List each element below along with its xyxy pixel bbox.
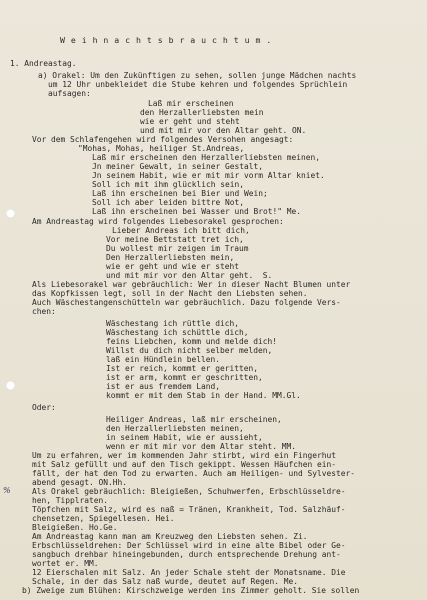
text-line: um 12 Uhr unbekleidet die Stube kehren und folgendes Sprüchlein xyxy=(48,80,348,89)
text-line: und mit mir vor den Altar geht. S. xyxy=(106,271,273,280)
text-line: abend gesagt. ON.Hh. xyxy=(32,478,128,487)
text-line: Laß mir erscheinen den Herzallerliebsten meinen, xyxy=(92,153,321,162)
text-line: Bleigießen. Ho.Ge. xyxy=(32,523,118,532)
text-line: Wäschestang ich rüttle dich, xyxy=(106,319,240,328)
text-line: chen: xyxy=(32,307,56,316)
text-line: Soll ich aber leiden bittre Not, xyxy=(92,198,245,207)
text-line: Laß ihn erscheinen bei Bier und Wein; xyxy=(92,189,268,198)
text-line: Willst du dich nicht selber melden, xyxy=(106,346,273,355)
text-line: Vor dem Schlafengehen wird folgendes Versohen angesagt: xyxy=(32,135,294,144)
text-line: ist er aus fremdem Land, xyxy=(106,382,221,391)
text-line: Vor meine Bettstatt tret ich, xyxy=(106,235,244,244)
text-line: wie er geht und wie er steht xyxy=(106,262,240,271)
text-line: wie er geht und steht xyxy=(140,117,240,126)
text-line: feins Liebchen, komm und melde dich! xyxy=(106,337,278,346)
text-line: den Herzallerliebsten meinen, xyxy=(106,424,244,433)
text-line: Auch Wäschestangenschütteln war gebräuchlich. Dazu folgende Vers- xyxy=(32,298,341,307)
text-line: sangbuch drehbar hineingebunden, durch entsprechende Drehung ant- xyxy=(32,550,341,559)
text-line: Töpfchen mit Salz, wird es naß = Tränen, Krankheit, Tod. Salzhäuf- xyxy=(32,505,346,514)
text-line: Erbschlüsseldrehen: Der Schlüssel wird in eine alte Bibel oder Ge- xyxy=(32,541,346,550)
text-line: hen, Tipplraten. xyxy=(32,496,109,505)
text-line: Schale, in der das Salz naß wurde, deutet auf Regen. Me. xyxy=(32,577,299,586)
text-line: Als Orakel gebräuchlich: Bleigießen, Schuhwerfen, Erbschlüsseldre- xyxy=(32,487,346,496)
text-line: Um zu erfahren, wer im kommenden Jahr stirbt, wird ein Fingerhut xyxy=(32,451,337,460)
text-line: und mit mir vor den Altar geht. ON. xyxy=(140,126,307,135)
text-line: Ist er reich, kommt er geritten, xyxy=(106,364,259,373)
punch-hole xyxy=(6,209,15,218)
text-line: wortet er. MM. xyxy=(32,559,99,568)
text-line: 12 Eierschalen mit Salz. An jeder Schale steht der Monatsname. Die xyxy=(32,568,346,577)
text-line: Laß mir erscheinen xyxy=(148,99,234,108)
text-line: Am Andreastag wird folgendes Liebesorakel gesprochen: xyxy=(32,217,284,226)
text-line: Den Herzallerliebsten mein, xyxy=(106,253,235,262)
text-line: "Mohas, Mohas, heiliger St.Andreas, xyxy=(78,144,245,153)
text-line: Am Andreastag kann man am Kreuzweg den Liebsten sehen. Zi. xyxy=(32,532,308,541)
punch-hole xyxy=(6,381,15,390)
text-line: fällt, der hat den Tod zu erwarten. Auch am Heiligen- und Sylvester- xyxy=(32,469,356,478)
text-line: in seinem Habit, wie er aussieht, xyxy=(106,433,263,442)
text-line: mit Salz gefüllt und auf den Tisch gekippt. Wessen Häufchen ein- xyxy=(32,460,337,469)
text-line: Heiliger Andreas, laß mir erscheinen, xyxy=(106,415,282,424)
text-line: laß ein Hündlein bellen. xyxy=(106,355,221,364)
text-line: aufsagen: xyxy=(48,89,91,98)
text-line: Wäschestang ich schüttle dich, xyxy=(106,328,249,337)
text-line: chensetzen, Spiegellesen. Hei. xyxy=(32,514,175,523)
text-line: Du wollest mir zeigen im Traum xyxy=(106,244,249,253)
text-line: wenn er mit mir vor dem Altar steht. MM. xyxy=(106,442,297,451)
text-line: 1. Andreastag. xyxy=(10,59,77,68)
margin-mark: % xyxy=(3,486,11,495)
text-line: Laß ihn erscheinen bei Wasser und Brot!" Me. xyxy=(92,207,302,216)
text-line: den Herzallerliebsten mein xyxy=(140,108,264,117)
text-line: b) Zweige zum Blühen: Kirschzweige werden ins Zimmer geholt. Sie sollen xyxy=(22,586,360,595)
text-line: ist er arm, kommt er geschritten, xyxy=(106,373,263,382)
text-line: Jn seinem Habit, wie er mit mir vorm Altar kniet. xyxy=(92,171,325,180)
text-line: Oder: xyxy=(32,403,56,412)
text-line: kommt er mit dem Stab in der Hand. MM.Gl. xyxy=(106,391,301,400)
text-line: a) Orakel: Um den Zukünftigen zu sehen, sollen junge Mädchen nachts xyxy=(38,71,357,80)
text-line: Lieber Andreas ich bitt dich, xyxy=(112,226,250,235)
text-line: Jn meiner Gewalt, in seiner Gestalt, xyxy=(92,162,264,171)
document-title: W e i h n a c h t s b r a u c h t u m . xyxy=(60,35,272,45)
text-line: Als Liebesorakel war gebräuchlich: Wer in dieser Nacht Blumen unter xyxy=(32,280,351,289)
text-line: das Kopfkissen legt, soll in der Nacht den Liebsten sehen. xyxy=(32,289,308,298)
text-line: Soll ich mit ihm glücklich sein, xyxy=(92,180,245,189)
